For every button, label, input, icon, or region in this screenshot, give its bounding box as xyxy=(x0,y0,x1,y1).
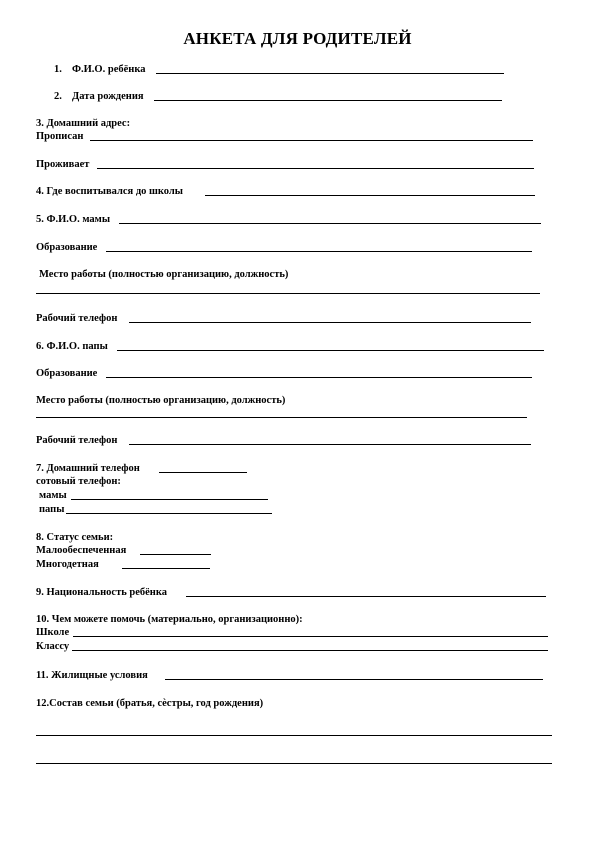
mother-workplace-field[interactable] xyxy=(36,293,540,294)
mother-work-phone-label: Рабочий телефон xyxy=(36,313,118,324)
father-work-phone-label: Рабочий телефон xyxy=(36,435,118,446)
low-income-label: Малообеспеченная xyxy=(36,545,127,556)
lives-label: Проживает xyxy=(36,159,90,170)
q5-label: 5. Ф.И.О. мамы xyxy=(36,214,111,225)
large-family-label: Многодетная xyxy=(36,559,99,570)
family-composition-field-1[interactable] xyxy=(36,735,552,736)
q9-label: 9. Национальность ребёнка xyxy=(36,587,167,598)
housing-field[interactable] xyxy=(165,679,543,680)
father-name-field[interactable] xyxy=(117,350,544,351)
page-title: АНКЕТА ДЛЯ РОДИТЕЛЕЙ xyxy=(183,29,412,48)
mobile-label: сотовый телефон: xyxy=(36,476,121,487)
class-help-field[interactable] xyxy=(72,650,548,651)
father-workplace-field[interactable] xyxy=(36,417,527,418)
registered-address-field[interactable] xyxy=(90,140,533,141)
q6-label: 6. Ф.И.О. папы xyxy=(36,341,108,352)
child-name-field[interactable] xyxy=(156,73,504,74)
q7-label: 7. Домашний телефон xyxy=(36,463,140,474)
nationality-field[interactable] xyxy=(186,596,546,597)
mother-mobile-field[interactable] xyxy=(71,499,268,500)
registered-label: Прописан xyxy=(36,131,84,142)
home-phone-field[interactable] xyxy=(159,472,247,473)
father-mobile-field[interactable] xyxy=(66,513,272,514)
low-income-field[interactable] xyxy=(140,554,211,555)
father-work-phone-field[interactable] xyxy=(129,444,531,445)
school-help-field[interactable] xyxy=(73,636,548,637)
q2-label: Дата рождения xyxy=(72,91,144,102)
mother-work-phone-field[interactable] xyxy=(129,322,531,323)
q1-number: 1. xyxy=(54,64,62,75)
q10-label: 10. Чем можете помочь (материально, организационно): xyxy=(36,614,303,625)
q12-label: 12.Состав семьи (братья, сѐстры, год рождения) xyxy=(36,698,264,709)
q3-label: 3. Домашний адрес: xyxy=(36,118,131,129)
mother-education-field[interactable] xyxy=(106,251,532,252)
father-workplace-label: Место работы (полностью организацию, должность) xyxy=(36,395,286,406)
father-education-field[interactable] xyxy=(106,377,532,378)
living-address-field[interactable] xyxy=(97,168,534,169)
mother-name-field[interactable] xyxy=(119,223,541,224)
preschool-field[interactable] xyxy=(205,195,535,196)
q8-label: 8. Статус семьи: xyxy=(36,532,114,543)
mother-mobile-label: мамы xyxy=(39,490,67,501)
q1-label: Ф.И.О. ребёнка xyxy=(72,64,146,75)
large-family-field[interactable] xyxy=(122,568,210,569)
father-mobile-label: папы xyxy=(39,504,65,515)
q2-number: 2. xyxy=(54,91,62,102)
family-composition-field-2[interactable] xyxy=(36,763,552,764)
q4-label: 4. Где воспитывался до школы xyxy=(36,186,183,197)
class-help-label: Классу xyxy=(36,641,70,652)
school-help-label: Школе xyxy=(36,627,70,638)
mother-education-label: Образование xyxy=(36,242,98,253)
birth-date-field[interactable] xyxy=(154,100,502,101)
father-education-label: Образование xyxy=(36,368,98,379)
mother-workplace-label: Место работы (полностью организацию, должность) xyxy=(39,269,289,280)
q11-label: 11. Жилищные условия xyxy=(36,670,148,681)
